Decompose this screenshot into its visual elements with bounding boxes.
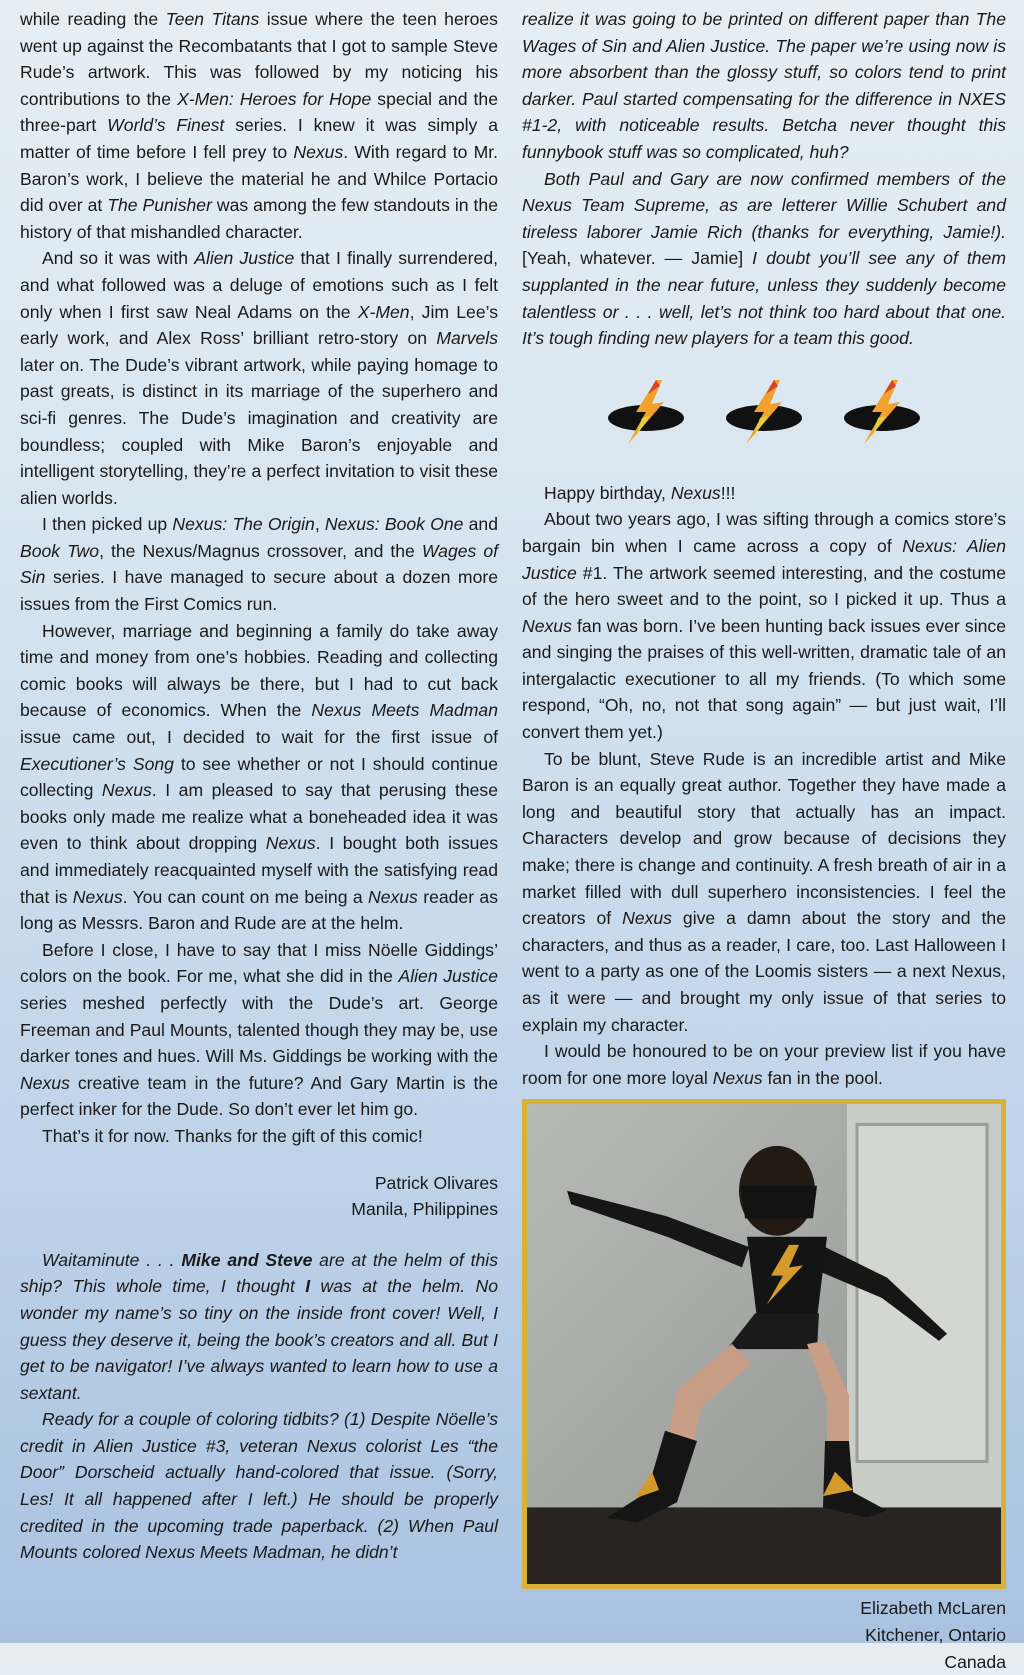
costume-photo <box>522 1099 1006 1589</box>
text-run: And so it was with <box>42 248 195 269</box>
title-text: Nexus <box>293 141 344 162</box>
title-text: Marvels <box>436 328 498 349</box>
title-text: Nexus <box>670 482 721 503</box>
text-run: #1. The artwork seemed interesting, and the costume of the hero sweet and to the point, so I picked it up. Thus a <box>522 562 1006 610</box>
title-text: Nexus <box>101 780 152 801</box>
editor-reply-2: Ready for a couple of coloring tidbits? (1) Despite Nöelle’s credit in Alien Justice #3, veteran Nexus colorist Les “the Door” Dorscheid actually hand-colored that issue. (Sorry, Les! It all happened after I left.) He should be properly credited in the upcoming trade paperback. (2) When Paul Mounts colored Nexus Meets Madman, he didn’t <box>20 1409 498 1563</box>
letter1-paragraph-3 <box>20 511 498 617</box>
editor-reply-1 <box>20 1247 498 1407</box>
text-run: However, marriage and beginning a family do take away time and money from one’s hobbies. Reading and collecting comic books will always be there, but I had to cut back because of economics. When the <box>20 620 498 721</box>
letter2-paragraph-3 <box>522 1038 1006 1091</box>
editor-reply-3: realize it was going to be printed on different paper than The Wages of Sin and Alien Justice. The paper we’re using now is more absorbent than the glossy stuff, so colors tend to print darker. Paul started compensating for the difference in NXES #1-2, with noticeable results. Betcha never thought this funnybook stuff was so complicated, huh? <box>522 9 1006 162</box>
title-text: Nexus Meets Madman <box>311 700 498 721</box>
text-run: was at the helm. No wonder my name’s so tiny on the inside front cover! Well, I guess they deserve it, being the book’s creators and all. But I get to be navigator! I’ve always wanted to learn how to use a sextant. <box>20 1276 499 1403</box>
text-run: issue where the teen heroes went up against the Recombatants that I got to sample Steve Rude’s artwork. This was followed by my noticing his contributions to the <box>20 9 498 109</box>
text-run: series meshed perfectly with the Dude’s art. George Freeman and Paul Mounts, talented though they may be, use darker tones and hues. Will Ms. Giddings be working with the <box>20 992 498 1067</box>
text-run: Both Paul and Gary are now confirmed members of the Nexus Team Supreme, as are letterer Willie Schubert and tireless laborer Jamie Rich (thanks for everything, Jamie!). <box>522 168 1006 242</box>
text-run: issue came out, I decided to wait for the first issue of <box>20 727 498 748</box>
text-run: creative team in the future? And Gary Martin is the perfect inker for the Dude. So don’t ever let him go. <box>20 1072 498 1120</box>
text-run: , the Nexus/Magnus crossover, and the <box>99 540 422 561</box>
bold-text: Mike and Steve <box>181 1249 313 1270</box>
title-text: Nexus <box>712 1067 763 1088</box>
nexus-bolt-logo-icon <box>724 378 804 452</box>
title-text: Alien Justice <box>194 248 295 269</box>
title-text: Nexus <box>265 833 316 854</box>
text-run: series. I knew it was simply a matter of time before I fell prey to <box>20 115 499 162</box>
title-text: Book Two <box>20 540 100 561</box>
nexus-logo-divider <box>522 378 1006 452</box>
title-text: X-Men: Heroes for Hope <box>177 88 372 109</box>
nexus-bolt-logo-icon <box>842 378 922 452</box>
letter1-paragraph-1 <box>20 6 498 245</box>
text-run: series. I have managed to secure about a dozen more issues from the First Comics run. <box>20 567 498 615</box>
bold-text: I <box>305 1276 311 1297</box>
letter2-paragraph-1 <box>522 506 1006 745</box>
text-run: reader as long as Messrs. Baron and Rude are at the helm. <box>20 886 499 934</box>
signature-city: Kitchener, Ontario <box>865 1624 1006 1645</box>
title-text: Nexus: Book One <box>324 514 464 535</box>
text-run: . I bought both issues and immediately reacquainted myself with the satisfying read that is <box>20 833 498 907</box>
title-text: Nexus: The Origin <box>172 514 315 535</box>
text-run: I then picked up <box>42 514 173 535</box>
editor-reply-4 <box>522 166 1006 352</box>
text-run: that I finally surrendered, and what followed was a deluge of emotions such as I felt only when I first saw Neal Adams on the <box>20 248 498 322</box>
letter2-greeting <box>522 480 1006 507</box>
text-run: Before I close, I have to say that I miss Nöelle Giddings’ colors on the book. For me, what she did in the <box>20 939 498 987</box>
title-text: World’s Finest <box>107 115 225 136</box>
title-text: Executioner’s Song <box>20 753 174 774</box>
costume-photo-image <box>527 1104 1001 1584</box>
text-run: fan in the pool. <box>762 1067 883 1088</box>
title-text: Nexus: Alien Justice <box>522 535 1006 583</box>
title-text: X-Men <box>357 301 410 322</box>
signature-name: Elizabeth McLaren <box>860 1598 1006 1619</box>
text-run: , Jim Lee’s early work, and Alex Ross’ brilliant retro-story on <box>20 301 498 349</box>
text-run: . With regard to Mr. Baron’s work, I believe the material he and Whilce Portacio did over at <box>20 141 499 216</box>
letter1-paragraph-2 <box>20 245 498 511</box>
title-text: Wages of Sin <box>20 540 499 588</box>
jamie-aside: [Yeah, whatever. — Jamie] <box>522 248 744 269</box>
text-run: give a damn about the story and the characters, and thus as a reader, I care, too. Last Halloween I went to a party as one of the Loomis sisters — a next Nexus, as it were — and brought my only issue of that series to explain my character. <box>522 908 1006 1035</box>
title-text: Nexus <box>367 886 418 907</box>
title-text: Alien Justice <box>398 966 498 987</box>
text-run: was among the few standouts in the history of that mishandled character. <box>20 195 498 242</box>
left-column <box>20 6 498 1566</box>
text-run: To be blunt, Steve Rude is an incredible artist and Mike Baron is an equally great author. Together they have made a long and beautiful story that actually has an impact. Characters develop and grow because of decisions they make; there is change and continuity. A fresh breath of air in a market filled with dull superhero inconsistencies. I feel the creators of <box>522 748 1006 929</box>
text-run: , <box>314 514 325 535</box>
text-run: fan was born. I’ve been hunting back issues ever since and singing the praises of this well-written, dramatic tale of an intergalactic executioner to all my friends. (To which some respond, “Oh, no, not that song again” — but just wait, I’ll convert them yet.) <box>522 615 1006 743</box>
title-text: The Punisher <box>107 195 212 216</box>
text-run: later on. The Dude’s vibrant artwork, while paying homage to past greats, is distinct in its marriage of the superhero and sci-fi genres. The Dude’s imagination and creativity are boundless; coupled with Mike Baron’s enjoyable and intelligent storytelling, they’re a perfect invitation to visit these alien worlds. <box>20 354 498 508</box>
title-text: Nexus <box>622 908 672 929</box>
text-run: to see whether or not I should continue collecting <box>20 753 498 801</box>
letter1-paragraph-4 <box>20 618 498 937</box>
text-run: I doubt you’ll see any of them supplanted in the near future, unless they suddenly become talentless or . . . well, let’s not think too hard about that one. It’s tough finding new players for a team this good. <box>522 248 1006 349</box>
letter1-paragraph-6: That’s it for now. Thanks for the gift of this comic! <box>42 1125 423 1146</box>
title-text: Nexus <box>20 1072 70 1093</box>
signature-name: Patrick Olivares <box>374 1172 498 1193</box>
text-run: !!! <box>720 482 736 503</box>
text-run: are at the helm of this ship? This whole time, I thought <box>20 1249 498 1297</box>
title-text: Teen Titans <box>165 9 260 29</box>
title-text: Nexus <box>522 615 572 636</box>
text-run: Happy birthday, <box>544 482 671 503</box>
text-run: while reading the <box>20 9 166 29</box>
text-run: I would be honoured to be on your preview list if you have room for one more loyal <box>522 1041 1006 1088</box>
text-run: About two years ago, I was sifting through a comics store’s bargain bin when I came across a copy of <box>522 509 1006 556</box>
text-run: Waitaminute . . . <box>42 1249 182 1270</box>
text-run: and <box>463 514 498 535</box>
signature-country: Canada <box>944 1651 1006 1672</box>
letter1-paragraph-5 <box>20 937 498 1123</box>
nexus-bolt-logo-icon <box>606 378 686 452</box>
text-run: . I am pleased to say that perusing these books only made me realize what a boneheaded idea it was even to think about dropping <box>20 780 498 854</box>
text-run: special and the three-part <box>20 88 498 136</box>
text-run: . You can count on me being a <box>122 886 368 907</box>
title-text: Nexus <box>72 886 123 907</box>
right-column <box>522 6 1006 1675</box>
signature-location: Manila, Philippines <box>351 1199 498 1220</box>
letter2-paragraph-2 <box>522 746 1006 1039</box>
